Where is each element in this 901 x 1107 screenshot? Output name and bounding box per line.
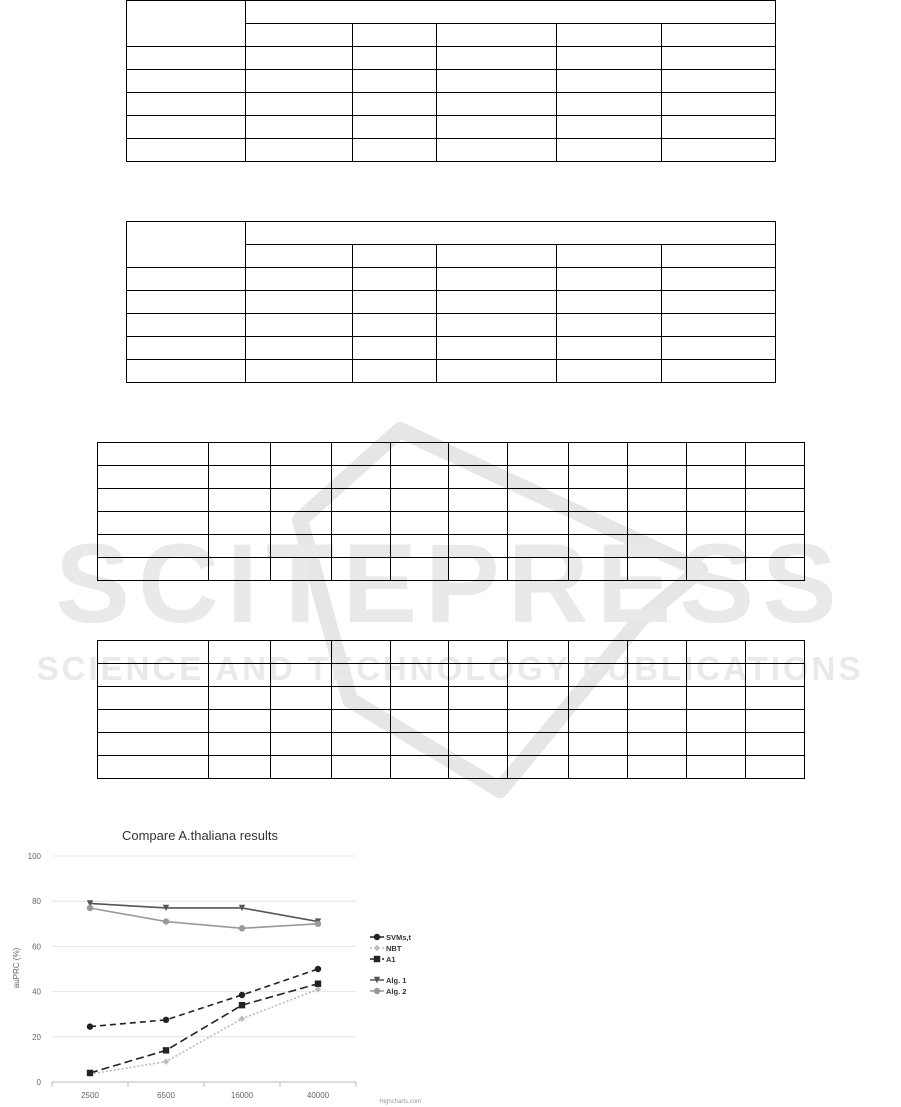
legend-label: Alg. 2 xyxy=(386,987,407,996)
y-tick-label: 40 xyxy=(32,987,41,997)
athaliana-chart xyxy=(0,818,430,1107)
y-axis-label: auPRC (%) xyxy=(12,947,21,989)
data-point xyxy=(87,1070,93,1076)
legend-label: NBT xyxy=(386,944,402,953)
x-tick-label: 6500 xyxy=(157,1091,175,1100)
data-point xyxy=(315,966,321,972)
data-point xyxy=(163,1017,169,1023)
data-point xyxy=(239,925,245,931)
y-tick-label: 20 xyxy=(32,1032,41,1042)
x-tick-label: 40000 xyxy=(306,1091,330,1100)
legend-label: SVMs,t xyxy=(386,933,412,942)
data-point xyxy=(239,992,245,998)
data-point xyxy=(315,921,321,927)
legend-marker xyxy=(374,956,380,962)
watermark-title: SCITEPRESS xyxy=(55,521,845,646)
legend-marker xyxy=(374,934,380,940)
results-table-3 xyxy=(97,442,805,581)
y-tick-label: 60 xyxy=(32,942,41,952)
data-point xyxy=(239,1002,245,1008)
y-tick-label: 80 xyxy=(32,897,41,907)
chart-title: Compare A.thaliana results xyxy=(121,828,279,843)
results-table-2 xyxy=(126,221,776,383)
results-table-1 xyxy=(126,0,776,162)
results-table-4 xyxy=(97,640,805,779)
chart-credit: Highcharts.com xyxy=(379,1099,421,1105)
data-point xyxy=(163,1047,169,1053)
legend-marker xyxy=(374,988,380,994)
chart-svg xyxy=(0,818,430,1107)
data-point xyxy=(87,905,93,911)
x-tick-label: 2500 xyxy=(81,1091,99,1100)
legend-label: Alg. 1 xyxy=(386,976,407,985)
y-tick-label: 100 xyxy=(27,852,41,861)
data-point xyxy=(315,980,321,986)
legend-label: A1 xyxy=(386,955,396,964)
watermark-subtitle: SCIENCE AND TECHNOLOGY PUBLICATIONS xyxy=(36,650,864,687)
data-point xyxy=(87,1023,93,1029)
y-tick-label: 0 xyxy=(36,1078,41,1087)
x-tick-label: 16000 xyxy=(230,1091,254,1100)
data-point xyxy=(163,918,169,924)
